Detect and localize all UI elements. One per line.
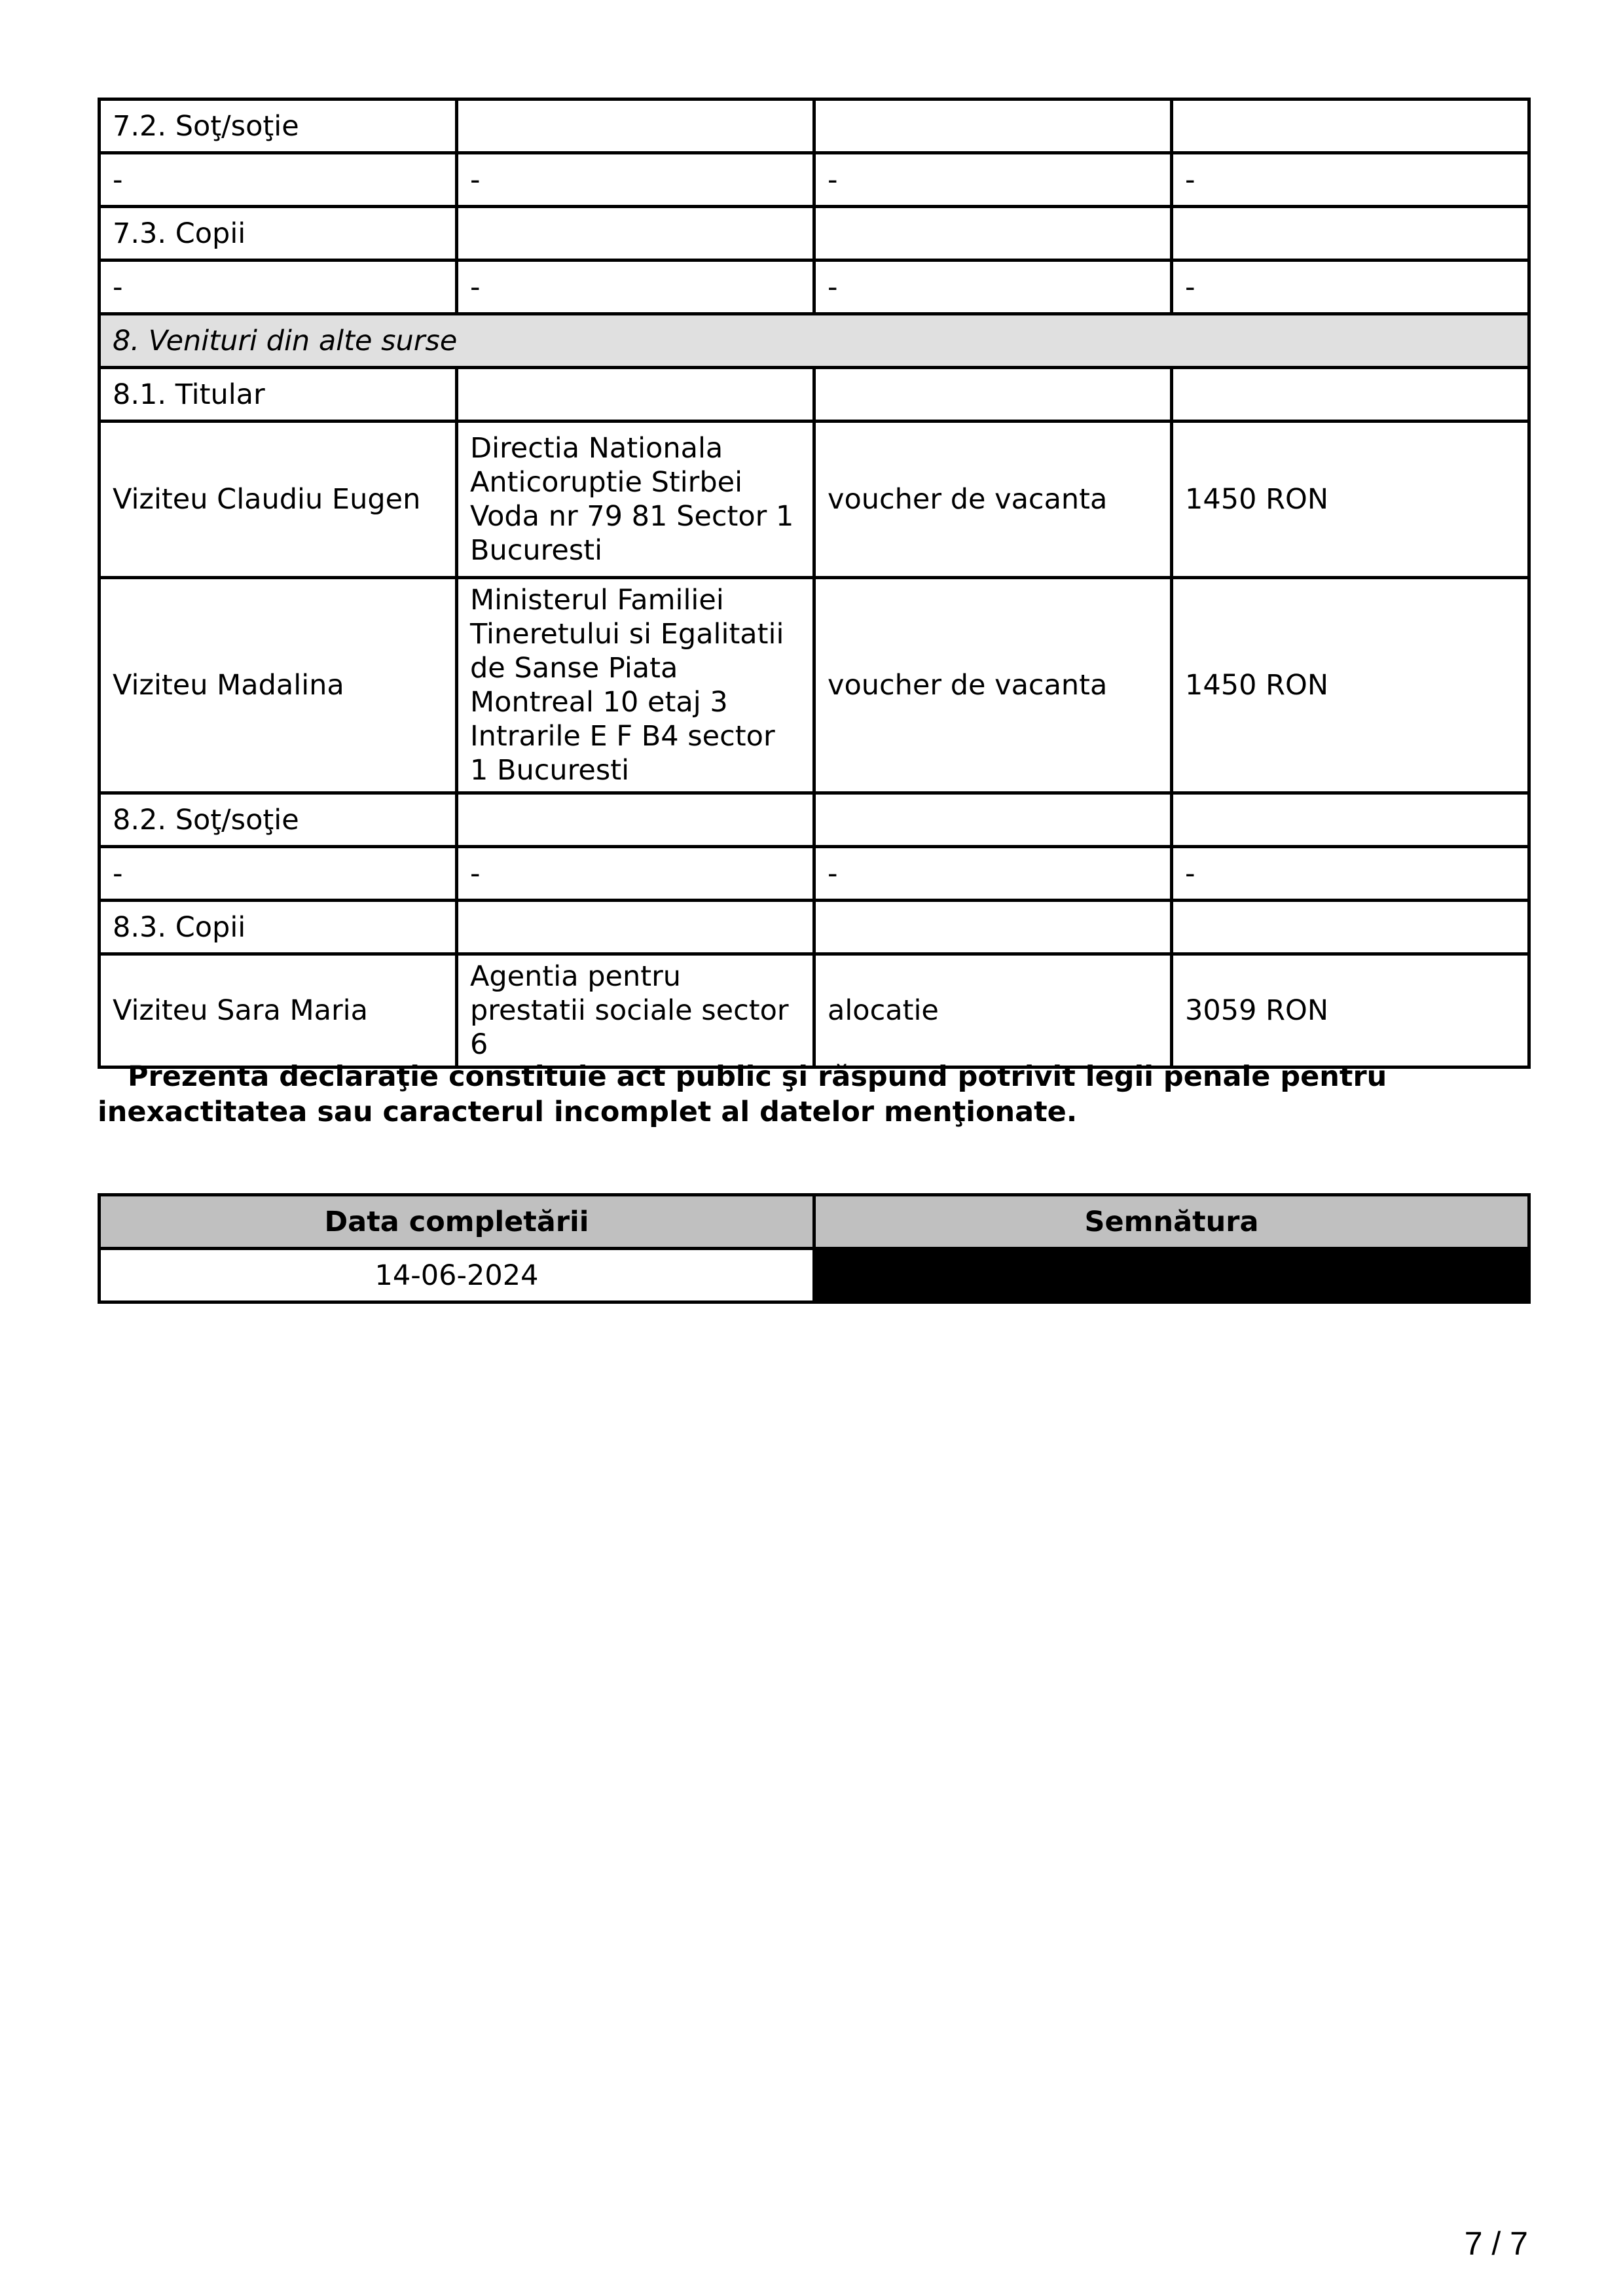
signature-header: Semnătura	[814, 1195, 1529, 1249]
dash-cell: -	[100, 847, 457, 901]
dash-cell: -	[814, 260, 1172, 314]
income-amount: 1450 RON	[1172, 578, 1529, 793]
section-heading-8: 8. Venituri din alte surse	[100, 314, 1529, 368]
empty-cell	[457, 901, 814, 954]
section-row	[100, 314, 1529, 368]
dash-cell: -	[100, 153, 457, 207]
row-label-7-2: 7.2. Soţ/soţie	[100, 99, 457, 153]
dash-cell: -	[814, 847, 1172, 901]
completion-date: 14-06-2024	[100, 1249, 814, 1302]
dash-cell: -	[1172, 260, 1529, 314]
dash-cell: -	[457, 847, 814, 901]
row-label-8-2: 8.2. Soţ/soţie	[100, 793, 457, 847]
income-source: Ministerul Familiei Tineretului si Egalitatii de Sanse Piata Montreal 10 etaj 3 Intrarile E F B4 sector 1 Bucuresti	[457, 578, 814, 793]
row-label-8-1: 8.1. Titular	[100, 368, 457, 422]
income-table	[98, 98, 1531, 1069]
empty-cell	[1172, 207, 1529, 260]
table-row	[100, 954, 1529, 1067]
empty-cell	[814, 901, 1172, 954]
table-row	[100, 1195, 1529, 1249]
signature-table	[98, 1193, 1531, 1304]
income-service: alocatie	[814, 954, 1172, 1067]
beneficiary-name: Viziteu Madalina	[100, 578, 457, 793]
table-row	[100, 578, 1529, 793]
empty-cell	[1172, 793, 1529, 847]
redacted-signature	[814, 1249, 1529, 1302]
empty-cell	[814, 99, 1172, 153]
table-row	[100, 153, 1529, 207]
empty-cell	[1172, 99, 1529, 153]
declaration-statement: Prezenta declaraţie constituie act public şi răspund potrivit legii penale pentru inexactitatea sau caracterul incomplet al datelor menţionate.	[98, 1060, 1387, 1128]
empty-cell	[457, 99, 814, 153]
beneficiary-name: Viziteu Sara Maria	[100, 954, 457, 1067]
dash-cell: -	[1172, 847, 1529, 901]
income-source: Agentia pentru prestatii sociale sector 6	[457, 954, 814, 1067]
dash-cell: -	[1172, 153, 1529, 207]
row-label-8-3: 8.3. Copii	[100, 901, 457, 954]
empty-cell	[814, 368, 1172, 422]
beneficiary-name: Viziteu Claudiu Eugen	[100, 422, 457, 578]
page-number: 7 / 7	[1464, 2225, 1528, 2262]
empty-cell	[814, 793, 1172, 847]
table-row	[100, 901, 1529, 954]
income-amount: 1450 RON	[1172, 422, 1529, 578]
income-source: Directia Nationala Anticoruptie Stirbei Voda nr 79 81 Sector 1 Bucuresti	[457, 422, 814, 578]
income-amount: 3059 RON	[1172, 954, 1529, 1067]
date-header: Data completării	[100, 1195, 814, 1249]
dash-cell: -	[814, 153, 1172, 207]
empty-cell	[457, 207, 814, 260]
dash-cell: -	[457, 260, 814, 314]
income-service: voucher de vacanta	[814, 422, 1172, 578]
empty-cell	[457, 793, 814, 847]
table-row	[100, 1249, 1529, 1302]
table-row	[100, 260, 1529, 314]
table-row	[100, 847, 1529, 901]
dash-cell: -	[100, 260, 457, 314]
row-label-7-3: 7.3. Copii	[100, 207, 457, 260]
table-row	[100, 99, 1529, 153]
empty-cell	[1172, 901, 1529, 954]
table-row	[100, 207, 1529, 260]
table-row	[100, 422, 1529, 578]
table-row	[100, 368, 1529, 422]
dash-cell: -	[457, 153, 814, 207]
empty-cell	[1172, 368, 1529, 422]
empty-cell	[814, 207, 1172, 260]
income-service: voucher de vacanta	[814, 578, 1172, 793]
empty-cell	[457, 368, 814, 422]
table-row	[100, 793, 1529, 847]
